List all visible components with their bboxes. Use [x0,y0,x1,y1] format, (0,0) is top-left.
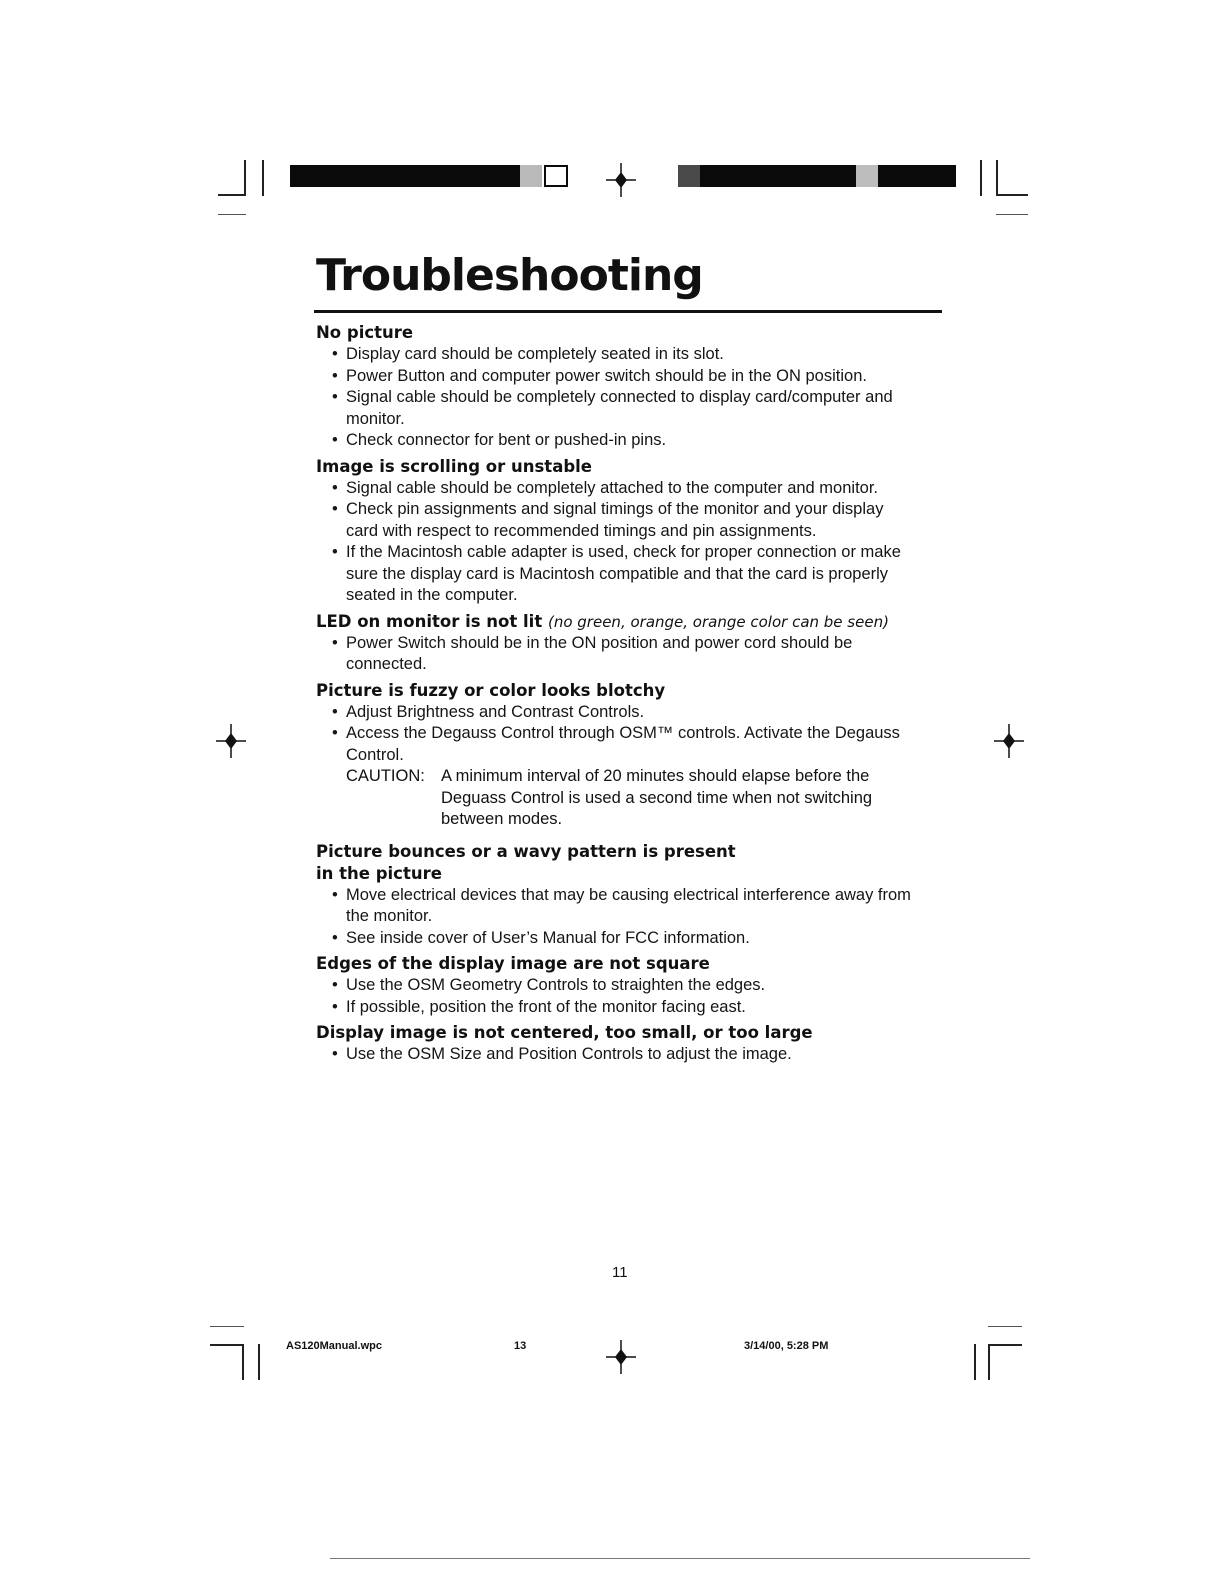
crop-mark [218,214,246,215]
list-item: • Access the Degauss Control through OSM™ controls. Activate the Degauss Control. [332,724,900,764]
bullet-icon: • [332,885,338,904]
section-heading: Image is scrolling or unstable [316,456,592,476]
crop-mark [988,1344,1022,1346]
bullet-icon: • [332,366,338,385]
crop-mark [244,160,246,196]
bullet-icon: • [332,388,338,406]
crop-mark [996,194,1028,196]
crop-mark [210,1326,244,1327]
section-heading: Picture bounces or a wavy pattern is present in the picture [316,841,736,883]
list-item: • Power Switch should be in the ON position and power cord should be connected. [332,633,853,673]
crop-mark [988,1326,1022,1327]
registration-gray-swatch [678,165,700,187]
registration-white-swatch [544,165,568,187]
bullet-icon: • [332,633,338,652]
bullet-icon: • [332,543,338,561]
caution-label: CAUTION: [346,767,425,785]
bullet-icon: • [332,431,338,449]
crop-mark [242,1344,244,1380]
troubleshooting-content [316,318,916,1066]
list-item: • Signal cable should be completely connected to display card/computer and monitor. [332,388,893,428]
caution-note [316,766,916,831]
crosshair-icon [606,1340,636,1374]
page-title: Troubleshooting [316,250,703,301]
section-edges-not-square [316,953,916,1018]
list-item: • Check connector for bent or pushed-in pins. [316,430,916,452]
bullet-icon: • [332,345,338,363]
crop-mark [210,1344,244,1346]
crop-mark [974,1344,976,1380]
section-heading: Display image is not centered, too small, or too large [316,1023,813,1042]
section-image-scrolling [316,456,916,607]
list-item: • Display card should be completely seated in its slot. [316,344,916,366]
registration-gray-swatch [856,165,878,187]
footer-sheet-number: 13 [514,1340,527,1352]
footer-filename: AS120Manual.wpc [286,1340,382,1352]
section-picture-fuzzy [316,680,916,831]
list-item: • Power Button and computer power switch should be in the ON position. [316,366,916,388]
crop-mark [258,1344,260,1380]
crosshair-icon [216,724,246,758]
footer-timestamp: 3/14/00, 5:28 PM [744,1340,829,1352]
bullet-icon: • [332,500,338,518]
list-item: • Use the OSM Size and Position Controls to adjust the image. [316,1044,916,1066]
list-item: • Use the OSM Geometry Controls to straighten the edges. [316,975,916,997]
bullet-icon: • [332,478,338,497]
list-item: • Move electrical devices that may be causing electrical interference away from the monitor. [332,885,911,925]
registration-bar-left [290,165,520,187]
crop-mark [218,194,246,196]
list-item: • See inside cover of User’s Manual for FCC information. [316,928,916,950]
heading-note: (no green, orange, orange color can be seen) [547,612,889,631]
crop-mark [988,1344,990,1380]
registration-bar-right [678,165,956,187]
section-heading: Picture is fuzzy or color looks blotchy [316,680,666,700]
bullet-icon: • [332,1045,338,1063]
crosshair-icon [606,163,636,197]
title-underline [314,310,942,313]
crop-mark [996,214,1028,215]
section-heading: No picture [316,323,414,342]
caution-text: A minimum interval of 20 minutes should elapse before the Deguass Control is used a second time when not switching between modes. [441,767,873,828]
list-item: • If possible, position the front of the monitor facing east. [316,997,916,1019]
page-number: 11 [612,1264,628,1281]
list-item: • Signal cable should be completely attached to the computer and monitor. [316,478,916,500]
section-no-picture [316,322,916,452]
bullet-icon: • [332,928,338,947]
list-item: • If the Macintosh cable adapter is used, check for proper connection or make sure the display card is Macintosh compatible and that the card is properly seated in the computer. [332,543,901,604]
bullet-icon: • [332,702,338,721]
section-heading: LED on monitor is not lit (no green, orange, orange color can be seen) [316,611,889,631]
registration-gray-swatch [520,165,542,187]
list-item: • Adjust Brightness and Contrast Controls. [316,702,916,724]
bullet-icon: • [332,724,338,742]
section-image-not-centered [316,1022,916,1066]
page-edge-line [330,1558,1030,1559]
section-picture-bounces [316,841,916,950]
section-led-not-lit [316,611,916,676]
crosshair-icon [994,724,1024,758]
list-item: • Check pin assignments and signal timings of the monitor and your display card with respect to recommended timings and pin assignments. [332,500,884,540]
bullet-icon: • [332,997,338,1016]
section-heading: Edges of the display image are not square [316,954,710,973]
bullet-icon: • [332,976,338,994]
crop-mark [980,160,982,196]
crop-mark [996,160,998,196]
crop-mark [262,160,264,196]
